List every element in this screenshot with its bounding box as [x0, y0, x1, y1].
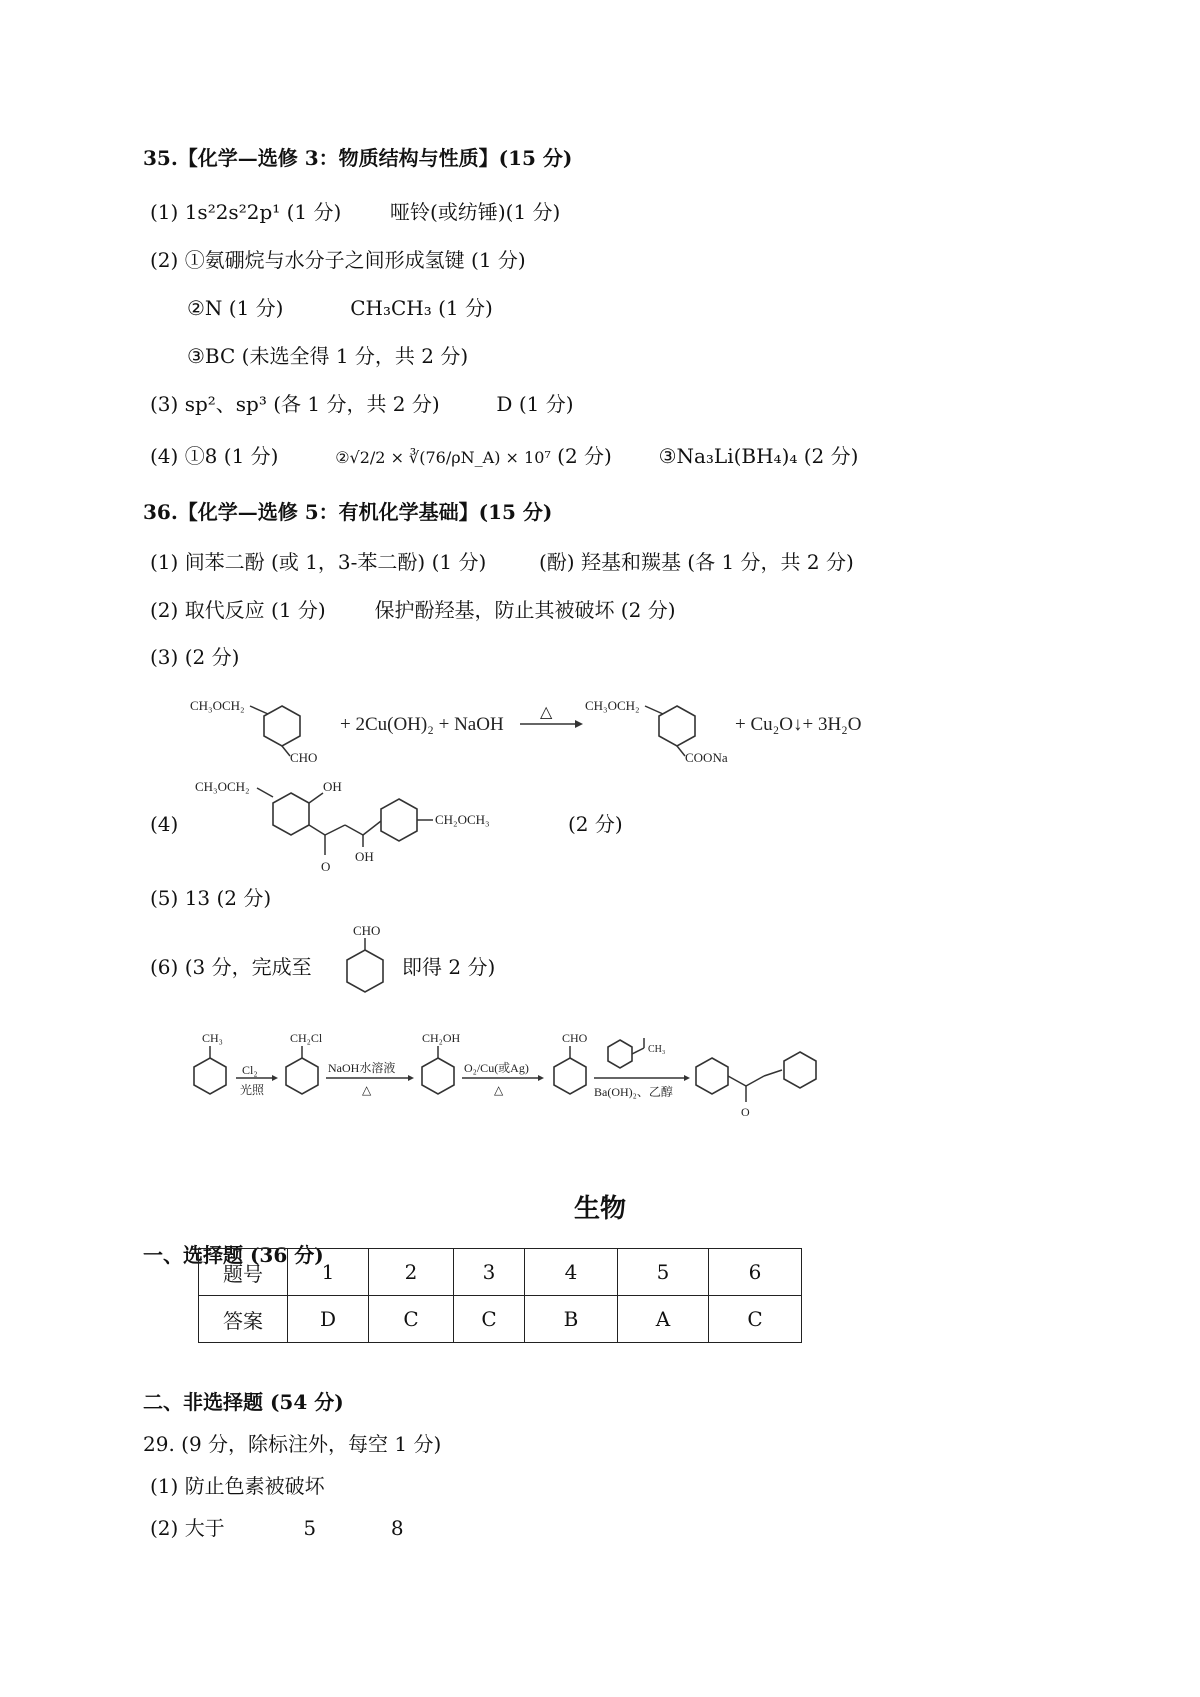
table-number-4: 4 — [525, 1249, 618, 1296]
q35-l4-formula: ②√2/2 × ∛(76/ρN_A) × 10⁷ — [335, 448, 551, 467]
struct4-group-left: CH₃OCH₂ — [195, 779, 250, 794]
bio-title: 生物 — [573, 1194, 626, 1224]
bio-section1: 一、选择题 (36 分) — [143, 1243, 324, 1267]
q35-l2b-a: ②N (1 分) — [187, 296, 284, 320]
bio-l2-b: 5 — [303, 1516, 317, 1540]
q35-l1-score: (1 分) — [286, 200, 342, 224]
table-number-2: 2 — [369, 1249, 454, 1296]
struct4-oh1: OH — [323, 779, 342, 794]
route-a4-top-sub: CH₃ — [648, 1044, 666, 1055]
q36-l1-b: (酚) 羟基和羰基 (各 1 分，共 2 分) — [538, 550, 854, 574]
table-number-3: 3 — [454, 1249, 525, 1296]
q36-l6-a: (6) (3 分，完成至 — [150, 955, 312, 979]
answer-table — [198, 1248, 802, 1343]
struct4-left-ring — [273, 793, 309, 835]
eq3-products: + Cu₂O↓+ 3H₂O — [735, 714, 862, 735]
q35-l4-formula-score: (2 分) — [557, 444, 612, 468]
table-number-5: 5 — [618, 1249, 709, 1296]
q36-struct4-diagram — [195, 775, 555, 875]
route-s4: CHO — [562, 1031, 588, 1045]
route-a2-top: NaOH水溶液 — [328, 1061, 396, 1075]
route-s2: CH₂Cl — [290, 1031, 323, 1045]
q35-l1-label: (1) — [150, 200, 179, 224]
route-s1: CH₃ — [202, 1031, 223, 1045]
q35-line1 — [150, 200, 560, 224]
q35-l3-b: D (1 分) — [496, 392, 574, 416]
bio-l2-c: 8 — [390, 1516, 404, 1540]
q35-header: 35.【化学—选修 3：物质结构与性质】(15 分) — [143, 146, 573, 170]
l6-struct-ring — [347, 950, 383, 992]
bio-q29-l2 — [150, 1516, 404, 1540]
route-s3-ring — [422, 1058, 454, 1094]
bio-q29: 29. (9 分，除标注外，每空 1 分) — [143, 1432, 442, 1456]
q35-l3-a: (3) sp²、sp³ (各 1 分，共 2 分) — [150, 392, 440, 416]
q35-l4-c: ③Na₃Li(BH₄)₄ (2 分) — [658, 444, 859, 468]
eq3-product-sub: COONa — [685, 750, 728, 762]
table-number-1: 1 — [288, 1249, 369, 1296]
struct4-right-ring — [381, 799, 417, 841]
table-answer-5: A — [618, 1296, 709, 1343]
route-a3-top: O₂/Cu(或Ag) — [464, 1061, 529, 1075]
q35-l4-a: (4) ①8 (1 分) — [150, 444, 279, 468]
table-answer-3: C — [454, 1296, 525, 1343]
bio-l2-a: (2) 大于 — [150, 1516, 225, 1540]
table-answer-6: C — [709, 1296, 802, 1343]
table-number-6: 6 — [709, 1249, 802, 1296]
q35-line4 — [150, 444, 858, 470]
eq3-condition: △ — [540, 704, 553, 721]
q36-line1 — [150, 550, 854, 574]
l6-struct-cho: CHO — [353, 923, 381, 938]
q36-l4-label: (4) — [150, 812, 179, 836]
q36-l2-b: 保护酚羟基，防止其被破坏 (2 分) — [374, 598, 676, 622]
route-a4-top-ring — [608, 1040, 632, 1068]
bio-section2: 二、非选择题 (54 分) — [143, 1390, 344, 1414]
q36-line3: (3) (2 分) — [150, 645, 240, 669]
q36-line2 — [150, 598, 676, 622]
route-s2-ring — [286, 1058, 318, 1094]
eq3-reagents: + 2Cu(OH)₂ + NaOH — [340, 714, 504, 735]
struct4-group-right: CH₂OCH₃ — [435, 812, 490, 827]
q35-line2c: ③BC (未选全得 1 分，共 2 分) — [187, 344, 469, 368]
eq3-reactant-ring — [264, 706, 300, 746]
route-a4-bottom: Ba(OH)₂、乙醇 — [594, 1085, 673, 1099]
route-product-ring1 — [696, 1058, 728, 1094]
q36-l1-a: (1) 间苯二酚 (或 1，3-苯二酚) (1 分) — [150, 550, 487, 574]
table-head-number: 题号 — [199, 1249, 288, 1296]
struct4-oh2: OH — [355, 849, 374, 864]
answer-table-row-answers — [199, 1296, 802, 1343]
bio-q29-l1: (1) 防止色素被破坏 — [150, 1474, 325, 1498]
route-a3-bottom: △ — [494, 1083, 504, 1097]
q36-header: 36.【化学—选修 5：有机化学基础】(15 分) — [143, 500, 553, 524]
q35-line2b — [187, 296, 493, 320]
q35-l2b-b: CH₃CH₃ (1 分) — [350, 296, 493, 320]
route-a2-bottom: △ — [362, 1083, 372, 1097]
eq3-reactant-group: CH₃OCH₂ — [190, 698, 245, 713]
route-s3: CH₂OH — [422, 1031, 461, 1045]
eq3-product-group: CH₃OCH₂ — [585, 698, 640, 713]
q36-l6-b: 即得 2 分) — [402, 955, 496, 979]
q35-l1-config: 1s²2s²2p¹ — [184, 200, 281, 224]
q36-l4-score: (2 分) — [568, 812, 623, 836]
route-product-ring2 — [784, 1052, 816, 1088]
q36-l2-a: (2) 取代反应 (1 分) — [150, 598, 326, 622]
q36-route-diagram — [190, 1028, 880, 1120]
table-answer-2: C — [369, 1296, 454, 1343]
q35-line2: (2) ①氨硼烷与水分子之间形成氢键 (1 分) — [150, 248, 526, 272]
table-head-answer: 答案 — [199, 1296, 288, 1343]
eq3-product-ring — [659, 706, 695, 746]
q36-line5: (5) 13 (2 分) — [150, 886, 272, 910]
table-answer-4: B — [525, 1296, 618, 1343]
q36-eq3-diagram — [190, 690, 890, 762]
answer-table-row-numbers — [199, 1249, 802, 1296]
table-answer-1: D — [288, 1296, 369, 1343]
struct4-o: O — [321, 859, 331, 874]
eq3-reactant-sub: CHO — [290, 750, 318, 762]
route-a1-top: Cl₂ — [242, 1063, 258, 1077]
q36-l6-struct — [335, 920, 405, 1000]
route-s1-ring — [194, 1058, 226, 1094]
route-a1-bottom: 光照 — [240, 1083, 265, 1097]
route-s4-ring — [554, 1058, 586, 1094]
q35-line3 — [150, 392, 574, 416]
route-product-o: O — [741, 1105, 750, 1119]
q35-l1-shape: 哑铃(或纺锤)(1 分) — [390, 200, 561, 224]
